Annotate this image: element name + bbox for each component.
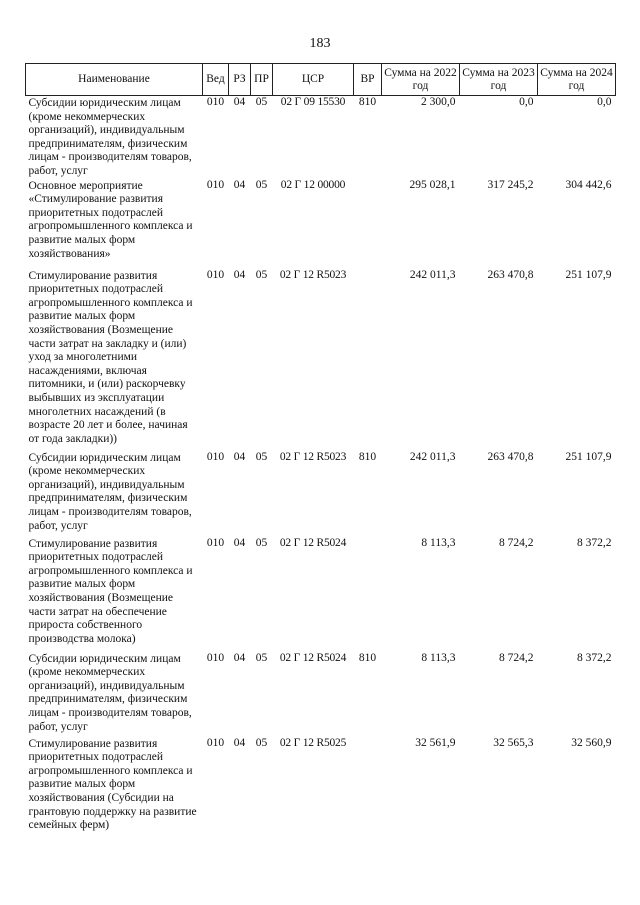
row-vr	[354, 537, 382, 652]
row-csr: 02 Г 12 R5025	[279, 736, 347, 749]
row-csr: 02 Г 12 R5023	[279, 268, 347, 281]
header-pr: ПР	[251, 64, 273, 96]
row-pr: 05	[255, 178, 268, 191]
row-sum-2023: 32 565,3	[493, 736, 534, 749]
row-sum-2022: 8 113,3	[421, 651, 456, 664]
row-name: Субсидии юридическим лицам (кроме некоммерческих организаций), индивидуальным предпринимателям, физическим лицам - производителям товаров, работ, услуг	[28, 451, 192, 532]
row-csr: 02 Г 09 15530	[280, 96, 346, 108]
row-name: Основное мероприятие «Стимулирование развития приоритетных подотраслей агропромышленного комплекса и развитие малых форм хозяйствования»	[28, 179, 193, 260]
header-name: Наименование	[26, 64, 203, 96]
row-sum-2023: 263 470,8	[487, 268, 534, 281]
row-ved: 010	[206, 450, 225, 463]
row-vr: 810	[358, 96, 377, 108]
row-sum-2024: 32 560,9	[571, 736, 612, 749]
row-pr: 05	[255, 736, 268, 749]
header-sum-2022: Сумма на 2022 год	[382, 64, 460, 96]
row-sum-2023: 8 724,2	[499, 536, 534, 549]
row-vr	[354, 737, 382, 837]
row-sum-2024: 8 372,2	[577, 651, 612, 664]
page-number: 183	[309, 36, 331, 51]
row-sum-2023: 0,0	[519, 96, 534, 108]
table-row	[26, 737, 616, 837]
table-row	[26, 451, 616, 537]
row-sum-2024: 251 107,9	[565, 268, 612, 281]
row-rz: 04	[233, 178, 246, 191]
budget-table	[25, 63, 616, 837]
row-name: Субсидии юридическим лицам (кроме некоммерческих организаций), индивидуальным предпринимателям, физическим лицам - производителям товаров, работ, услуг	[28, 97, 192, 177]
row-rz: 04	[233, 450, 246, 463]
row-sum-2022: 32 561,9	[415, 736, 456, 749]
row-pr: 05	[255, 268, 268, 281]
header-rz: РЗ	[229, 64, 251, 96]
row-ved: 010	[206, 736, 225, 749]
row-sum-2023: 263 470,8	[487, 450, 534, 463]
row-csr: 02 Г 12 00000	[280, 178, 346, 191]
row-ved: 010	[206, 178, 225, 191]
row-pr: 05	[255, 96, 268, 108]
row-ved: 010	[206, 651, 225, 664]
row-rz: 04	[233, 736, 246, 749]
table-row	[26, 652, 616, 737]
row-sum-2024: 8 372,2	[577, 536, 612, 549]
row-ved: 010	[206, 96, 225, 108]
row-sum-2022: 242 011,3	[409, 450, 456, 463]
row-sum-2022: 295 028,1	[409, 178, 456, 191]
table-row	[26, 179, 616, 269]
row-vr	[354, 269, 382, 451]
row-rz: 04	[233, 651, 246, 664]
row-name: Стимулирование развития приоритетных подотраслей агропромышленного комплекса и развитие малых форм хозяйствования (Возмещение части затрат на обеспечение прироста собственного производства молока)	[28, 537, 193, 645]
row-pr: 05	[255, 450, 268, 463]
row-name: Стимулирование развития приоритетных подотраслей агропромышленного комплекса и развитие малых форм хозяйствования (Возмещение части затрат на закладку и (или) уход за многолетними насаждениями, включая питомники, и (или) раскорчевку выбывших из эксплуатации многолетних насаждений (в возрасте 20 лет и более, начиная от года закладки))	[28, 269, 193, 445]
row-sum-2024: 251 107,9	[565, 450, 612, 463]
table-header-row	[26, 64, 616, 96]
row-csr: 02 Г 12 R5024	[279, 536, 347, 549]
row-sum-2024: 304 442,6	[565, 178, 612, 191]
row-sum-2022: 2 300,0	[421, 96, 456, 108]
row-ved: 010	[206, 268, 225, 281]
table-row	[26, 537, 616, 652]
header-sum-2023: Сумма на 2023 год	[460, 64, 538, 96]
header-vr: ВР	[354, 64, 382, 96]
row-csr: 02 Г 12 R5023	[279, 450, 347, 463]
row-pr: 05	[255, 651, 268, 664]
row-rz: 04	[233, 96, 246, 108]
row-rz: 04	[233, 268, 246, 281]
row-sum-2024: 0,0	[597, 96, 612, 108]
row-rz: 04	[233, 536, 246, 549]
row-sum-2023: 8 724,2	[499, 651, 534, 664]
row-sum-2022: 8 113,3	[421, 536, 456, 549]
row-vr: 810	[358, 450, 377, 463]
row-sum-2023: 317 245,2	[487, 178, 534, 191]
row-pr: 05	[255, 536, 268, 549]
row-csr: 02 Г 12 R5024	[279, 651, 347, 664]
header-sum-2024: Сумма на 2024 год	[538, 64, 616, 96]
table-row	[26, 96, 616, 179]
header-ved: Вед	[203, 64, 229, 96]
header-csr: ЦСР	[273, 64, 354, 96]
row-name: Субсидии юридическим лицам (кроме некоммерческих организаций), индивидуальным предпринимателям, физическим лицам - производителям товаров, работ, услуг	[28, 652, 192, 733]
table-row	[26, 269, 616, 451]
row-vr	[354, 179, 382, 269]
row-name: Стимулирование развития приоритетных подотраслей агропромышленного комплекса и развитие малых форм хозяйствования (Субсидии на грантовую поддержку на развитие семейных ферм)	[28, 737, 197, 832]
row-sum-2022: 242 011,3	[409, 268, 456, 281]
row-vr: 810	[358, 651, 377, 664]
row-ved: 010	[206, 536, 225, 549]
